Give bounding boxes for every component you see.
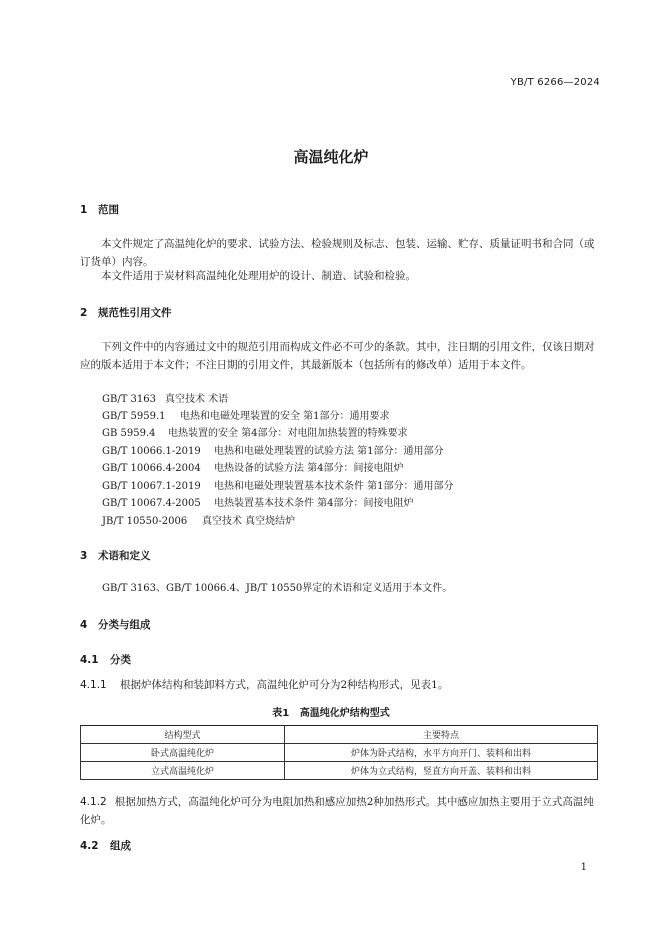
table-cell: 立式高温纯化炉 [81,762,285,780]
table-title: 高温纯化炉结构型式 [299,708,390,719]
section-title: 分类与组成 [98,619,151,631]
section-2-paragraph-1: 下列文件中的内容通过文中的规范引用而构成文件必不可少的条款。其中，注日期的引用文件，仅该日期对应的版本适用于本文件；不注日期的引用文件，其最新版本（包括所有的修改单）适用于本文件。 [80,341,595,371]
table-row [81,762,598,780]
reference-code: GB/T 10066.4-2004 [102,463,201,474]
document-title: 高温纯化炉 [293,148,369,166]
section-1-paragraph-2: 本文件适用于炭材料高温纯化处理用炉的设计、制造、试验和检验。 [101,270,416,282]
table-cell: 炉体为卧式结构，水平方向开门、装料和出料 [285,744,598,762]
section-2-heading [80,305,172,320]
reference-code: GB/T 10067.4-2005 [102,498,201,509]
reference-item [102,407,390,422]
table-1-caption [0,704,662,719]
section-3-paragraph-1: GB/T 3163、GB/T 10066.4、JB/T 10550界定的术语和定义适用于本文件。 [102,583,453,594]
section-3-heading [80,548,151,563]
clause-number: 4.1.2 [80,796,107,808]
reference-title: 电热和电磁处理装置基本技术条件 第1部分：通用部分 [214,481,454,492]
reference-item [102,390,228,405]
reference-title: 电热装置的安全 第4部分：对电阻加热装置的特殊要求 [168,428,408,439]
subsection-number: 4.2 [80,840,99,852]
subsection-title: 分类 [110,654,131,666]
table-label: 表1 [272,708,290,719]
section-number: 2 [80,307,88,319]
reference-item [102,512,295,527]
section-1-heading [80,202,119,217]
reference-title: 电热设备的试验方法 第4部分：间接电阻炉 [214,463,404,474]
clause-text: 根据炉体结构和装卸料方式，高温纯化炉可分为2种结构形式，见表1。 [120,679,449,691]
reference-item [102,459,404,474]
clause-4-1-2 [80,793,600,829]
section-number: 4 [80,619,88,631]
clause-number: 4.1.1 [80,679,107,691]
subsection-4-2-heading [80,838,131,853]
page-number: 1 [580,862,587,873]
table-row [81,744,598,762]
table-cell: 卧式高温纯化炉 [81,744,285,762]
subsection-number: 4.1 [80,654,99,666]
section-number: 1 [80,204,88,216]
reference-code: JB/T 10550-2006 [102,516,188,527]
reference-item [102,442,444,457]
reference-title: 真空技术 术语 [165,394,229,405]
clause-text: 根据加热方式，高温纯化炉可分为电阻加热和感应加热2种加热形式。其中感应加热主要用于立式高温纯化炉。 [80,796,594,826]
reference-title: 电热和电磁处理装置的试验方法 第1部分：通用部分 [214,446,444,457]
table-header-row [81,726,598,744]
clause-4-1-1 [80,676,448,694]
standard-code: YB/T 6266—2024 [510,77,600,88]
section-title: 范围 [98,204,119,216]
reference-code: GB/T 3163 [102,394,157,405]
reference-code: GB/T 10067.1-2019 [102,481,201,492]
section-4-heading [80,617,151,632]
reference-item [102,494,414,509]
reference-title: 真空技术 真空烧结炉 [202,516,296,527]
section-1-paragraph-1: 本文件规定了高温纯化炉的要求、试验方法、检验规则及标志、包装、运输、贮存、质量证明书和合同（或订货单）内容。 [80,238,595,268]
table-cell: 炉体为立式结构，竖直方向开盖、装料和出料 [285,762,598,780]
structure-type-table [80,725,598,780]
section-title: 术语和定义 [98,550,151,562]
reference-code: GB/T 5959.1 [102,411,166,422]
table-header-cell: 主要特点 [285,726,598,744]
reference-code: GB/T 10066.1-2019 [102,446,201,457]
subsection-4-1-heading [80,652,131,667]
section-number: 3 [80,550,88,562]
reference-title: 电热和电磁处理装置的安全 第1部分：通用要求 [180,411,390,422]
reference-item [102,424,408,439]
reference-title: 电热装置基本技术条件 第4部分：间接电阻炉 [214,498,414,509]
subsection-title: 组成 [110,840,131,852]
table-header-cell: 结构型式 [81,726,285,744]
section-title: 规范性引用文件 [98,307,172,319]
reference-item [102,477,454,492]
reference-code: GB 5959.4 [102,428,156,439]
